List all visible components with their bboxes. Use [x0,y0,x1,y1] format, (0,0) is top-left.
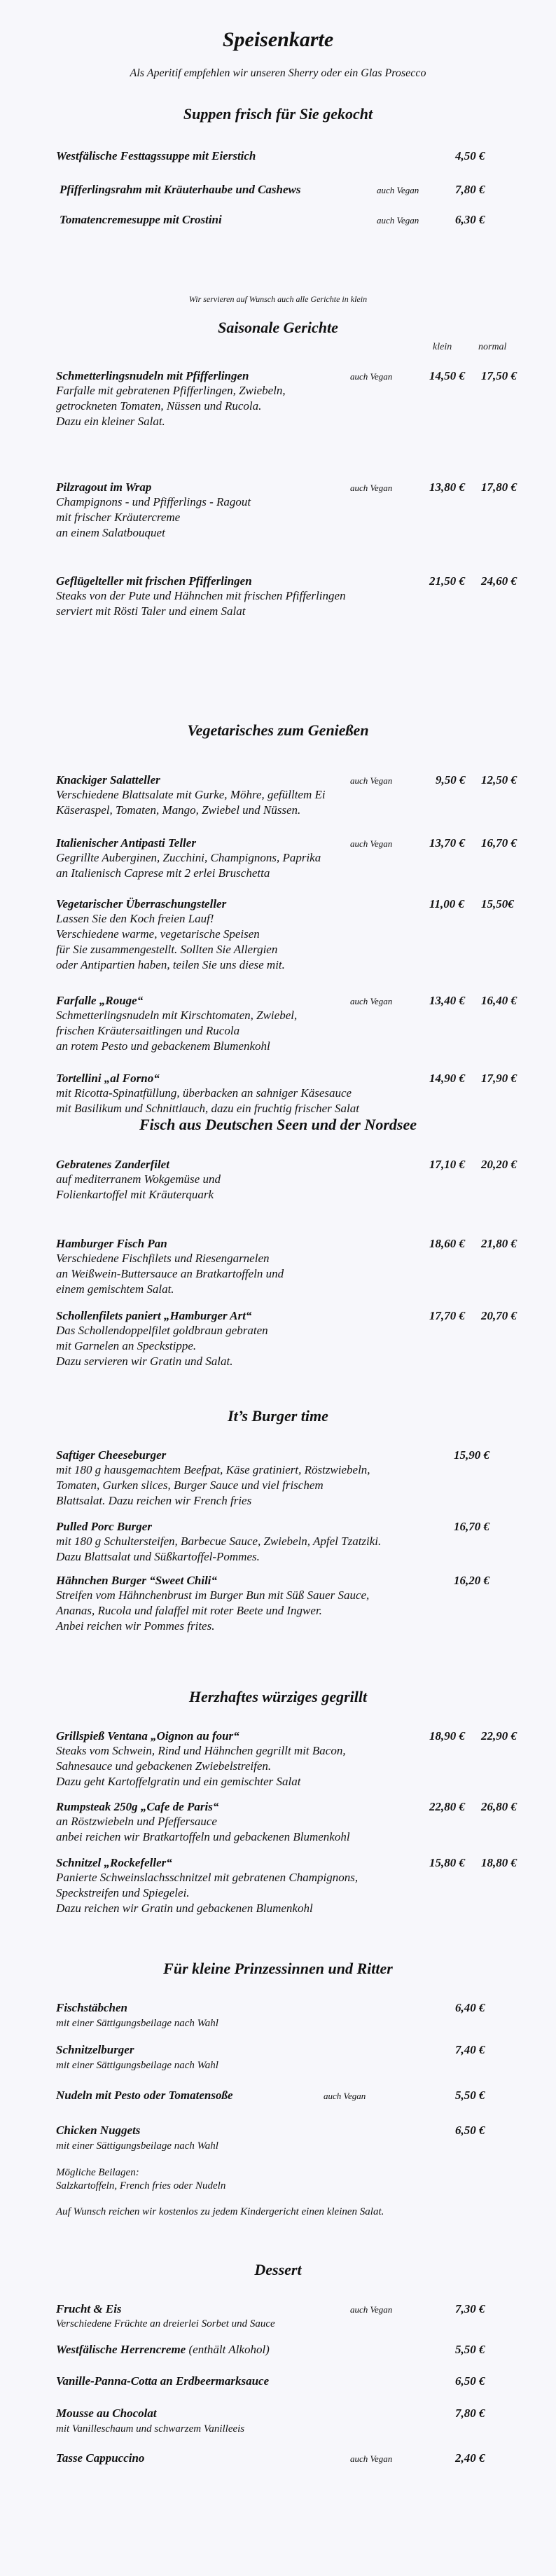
dish-description: an Röstzwiebeln und Pfeffersauce anbei reichen wir Bratkartoffeln und gebackenen Blumenkohl [56,1815,350,1843]
price-normal: 24,60 € [481,574,517,588]
page-subtitle: Als Aperitif empfehlen wir unseren Sherry oder ein Glas Prosecco [130,67,426,79]
price-normal: 20,20 € [481,1158,517,1171]
vegan-note: auch Vegan [377,185,419,195]
dish-description: Verschiedene Früchte an dreierlei Sorbet und Sauce [56,2318,275,2329]
soup-price: 4,50 € [455,149,485,162]
dish-name: Pilzragout im Wrap [56,480,152,494]
dish-description: mit Ricotta-Spinatfüllung, überbacken an sahniger Käsesauce mit Basilikum und Schnittlauch, dazu ein fruchtig frischer Salat [56,1086,359,1115]
dish-name: Tasse Cappuccino [56,2451,145,2465]
dish-price: 16,20 € [454,1574,489,1587]
dish-description: Panierte Schweinslachsschnitzel mit gebratenen Champignons, Speckstreifen und Spiegelei. Dazu reichen wir Gratin und gebackenen Blumenkohl [56,1871,359,1915]
dish-price: 7,30 € [455,2302,485,2315]
price-small: 11,00 € [429,897,465,910]
dish-price: 2,40 € [455,2451,485,2465]
price-normal: 15,50€ [481,897,514,910]
vegetarian-heading: Vegetarisches zum Genießen [187,721,369,739]
dish-name: Hähnchen Burger “Sweet Chili“ [56,1574,218,1587]
price-normal: 21,80 € [481,1237,517,1250]
price-normal: 16,70 € [481,836,517,850]
dish-name: Nudeln mit Pesto oder Tomatensoße [56,2089,233,2102]
page-title: Speisenkarte [222,28,334,51]
dish-name: Grillspieß Ventana „Oignon au four“ [56,1729,239,1743]
dish-description: mit einer Sättigungsbeilage nach Wahl [56,2140,218,2152]
dish-description: Das Schollendoppelfilet goldbraun gebraten mit Garnelen an Speckstippe. Dazu servieren wir Gratin und Salat. [56,1324,268,1368]
price-small: 15,80 € [429,1856,465,1869]
dish-name: Pulled Porc Burger [56,1520,152,1533]
vegan-note: auch Vegan [324,2091,366,2101]
sides-list: Salzkartoffeln, French fries oder Nudeln [56,2180,226,2191]
seasonal-heading: Saisonale Gerichte [218,319,338,336]
dish-description: Schmetterlingsnudeln mit Kirschtomaten, Zwiebel, frischen Kräutersaitlingen und Rucola an rotem Pesto und gebackenem Blumenkohl [56,1009,298,1053]
dish-name: Tortellini „al Forno“ [56,1072,160,1085]
price-small: 13,70 € [429,836,465,850]
dish-price: 6,40 € [455,2001,485,2014]
dish-name: Rumpsteak 250g „Cafe de Paris“ [56,1800,219,1813]
price-normal: 17,90 € [481,1072,517,1085]
dish-description: auf mediterranem Wokgemüse und Folienkartoffel mit Kräuterquark [56,1172,221,1201]
dish-name: Schnitzelburger [56,2043,134,2056]
price-small: 9,50 € [436,773,466,787]
dish-name: Schollenfilets paniert „Hamburger Art“ [56,1309,252,1322]
dish-name: Vegetarischer Überraschungsteller [56,897,227,910]
dish-name: Gebratenes Zanderfilet [56,1158,169,1171]
dish-description: Lassen Sie den Koch freien Lauf! Verschiedene warme, vegetarische Speisen für Sie zusammengestellt. Sollten Sie Allergien oder Antipartien haben, teilen Sie uns diese mit. [56,912,285,971]
dish-name: Schnitzel „Rockefeller“ [56,1856,172,1869]
dish-name: Knackiger Salatteller [56,773,160,787]
price-small: 21,50 € [429,574,465,588]
dish-description: mit 180 g Schultersteifen, Barbecue Sauce, Zwiebeln, Apfel Tzatziki. Dazu Blattsalat und Süßkartoffel-Pommes. [56,1535,382,1563]
kids-footer-note: Auf Wunsch reichen wir kostenlos zu jedem Kindergericht einen kleinen Salat. [56,2206,384,2217]
soups-heading: Suppen frisch für Sie gekocht [183,105,373,123]
vegan-note: auch Vegan [350,2304,393,2315]
price-small: 14,90 € [429,1072,465,1085]
dish-price: 7,40 € [455,2043,485,2056]
soup-name: Pfifferlingsrahm mit Kräuterhaube und Cashews [60,183,301,196]
dish-price: 6,50 € [455,2124,485,2137]
vegan-note: auch Vegan [377,215,419,226]
dish-description: Steaks vom Schwein, Rind und Hähnchen gegrillt mit Bacon, Sahnesauce und gebackenen Zwiebelstreifen. Dazu geht Kartoffelgratin und ein gemischter Salat [56,1744,346,1788]
dish-name: Saftiger Cheeseburger [56,1448,167,1462]
price-normal: 16,40 € [481,994,517,1007]
price-normal: 17,80 € [481,480,517,494]
price-small: 17,70 € [429,1309,465,1322]
vegan-note: auch Vegan [350,371,393,382]
vegan-note: auch Vegan [350,996,393,1006]
alcohol-note: (enthält Alkohol) [186,2343,270,2356]
vegan-note: auch Vegan [350,2453,393,2464]
dish-description: Verschiedene Fischfilets und Riesengarnelen an Weißwein-Buttersauce an Bratkartoffeln und einem gemischtem Salat. [56,1252,284,1296]
dish-name: Geflügelteller mit frischen Pfifferlingen [56,574,252,588]
kids-heading: Für kleine Prinzessinnen und Ritter [163,1960,393,1977]
dish-price: 5,50 € [455,2343,485,2356]
grill-heading: Herzhaftes würziges gegrillt [188,1688,368,1705]
column-small-label: klein [433,342,452,352]
price-normal: 12,50 € [481,773,517,787]
price-normal: 22,90 € [481,1729,517,1743]
vegan-note: auch Vegan [350,483,393,493]
price-small: 22,80 € [429,1800,465,1813]
price-small: 13,80 € [429,480,465,494]
dish-name: Italienischer Antipasti Teller [56,836,196,850]
dish-price: 15,90 € [454,1448,489,1462]
dish-name: Westfälische Herrencreme (enthält Alkohol) [56,2343,270,2356]
dish-description: Verschiedene Blattsalate mit Gurke, Möhre, gefülltem Ei Käseraspel, Tomaten, Mango, Zwiebel und Nüssen. [56,788,326,817]
dish-price: 5,50 € [455,2089,485,2102]
vegan-note: auch Vegan [350,838,393,849]
price-small: 14,50 € [429,369,465,382]
dish-name: Schmetterlingsnudeln mit Pfifferlingen [56,369,249,382]
dish-description: Gegrillte Auberginen, Zucchini, Champignons, Paprika an Italienisch Caprese mit 2 erlei Bruschetta [56,851,321,880]
dish-price: 7,80 € [455,2407,485,2420]
price-small: 18,90 € [429,1729,465,1743]
soup-price: 6,30 € [455,213,485,226]
dish-name: Vanille-Panna-Cotta an Erdbeermarksauce [56,2374,270,2388]
soup-price: 7,80 € [455,183,485,196]
vegan-note: auch Vegan [350,775,393,786]
sides-title: Mögliche Beilagen: [56,2167,139,2178]
dish-description: Streifen vom Hähnchenbrust im Burger Bun mit Süß Sauer Sauce, Ananas, Rucola und falaffel mit roter Beete und Ingwer. Anbei reichen wir Pommes frites. [56,1588,370,1633]
small-portion-note: Wir servieren auf Wunsch auch alle Gerichte in klein [188,294,368,304]
column-normal-label: normal [478,342,507,352]
dish-name: Frucht & Eis [56,2302,122,2315]
soup-name: Tomatencremesuppe mit Crostini [60,213,222,226]
dish-price: 16,70 € [454,1520,489,1533]
dish-description: Farfalle mit gebratenen Pfifferlingen, Zwiebeln, getrockneten Tomaten, Nüssen und Rucola. Dazu ein kleiner Salat. [56,384,286,428]
price-normal: 20,70 € [481,1309,517,1322]
price-small: 18,60 € [429,1237,465,1250]
dish-price: 6,50 € [455,2374,485,2388]
price-normal: 26,80 € [481,1800,517,1813]
price-normal: 17,50 € [481,369,517,382]
price-normal: 18,80 € [481,1856,517,1869]
dish-description: mit einer Sättigungsbeilage nach Wahl [56,2018,218,2029]
dish-name: Mousse au Chocolat [56,2407,157,2420]
fish-heading: Fisch aus Deutschen Seen und der Nordsee [139,1116,417,1133]
dish-description: Steaks von der Pute und Hähnchen mit frischen Pfifferlingen serviert mit Rösti Taler und einem Salat [56,589,346,618]
soup-name: Westfälische Festtagssuppe mit Eierstich [56,149,256,162]
dish-description: mit einer Sättigungsbeilage nach Wahl [56,2060,218,2071]
burger-heading: It’s Burger time [228,1407,328,1425]
dish-name: Fischstäbchen [56,2001,128,2014]
dessert-heading: Dessert [254,2261,302,2278]
price-small: 17,10 € [429,1158,465,1171]
dish-description: mit 180 g hausgemachtem Beefpat, Käse gratiniert, Röstzwiebeln, Tomaten, Gurken slices, Burger Sauce und viel frischem Blattsalat. Dazu reichen wir French fries [56,1463,370,1507]
dish-description: mit Vanilleschaum und schwarzem Vanilleeis [56,2423,245,2435]
dish-name: Farfalle „Rouge“ [56,994,144,1007]
dish-name: Chicken Nuggets [56,2124,141,2137]
price-small: 13,40 € [429,994,465,1007]
dish-description: Champignons - und Pfifferlings - Ragout mit frischer Kräutercreme an einem Salatbouquet [56,495,251,539]
dish-name: Hamburger Fisch Pan [56,1237,167,1250]
